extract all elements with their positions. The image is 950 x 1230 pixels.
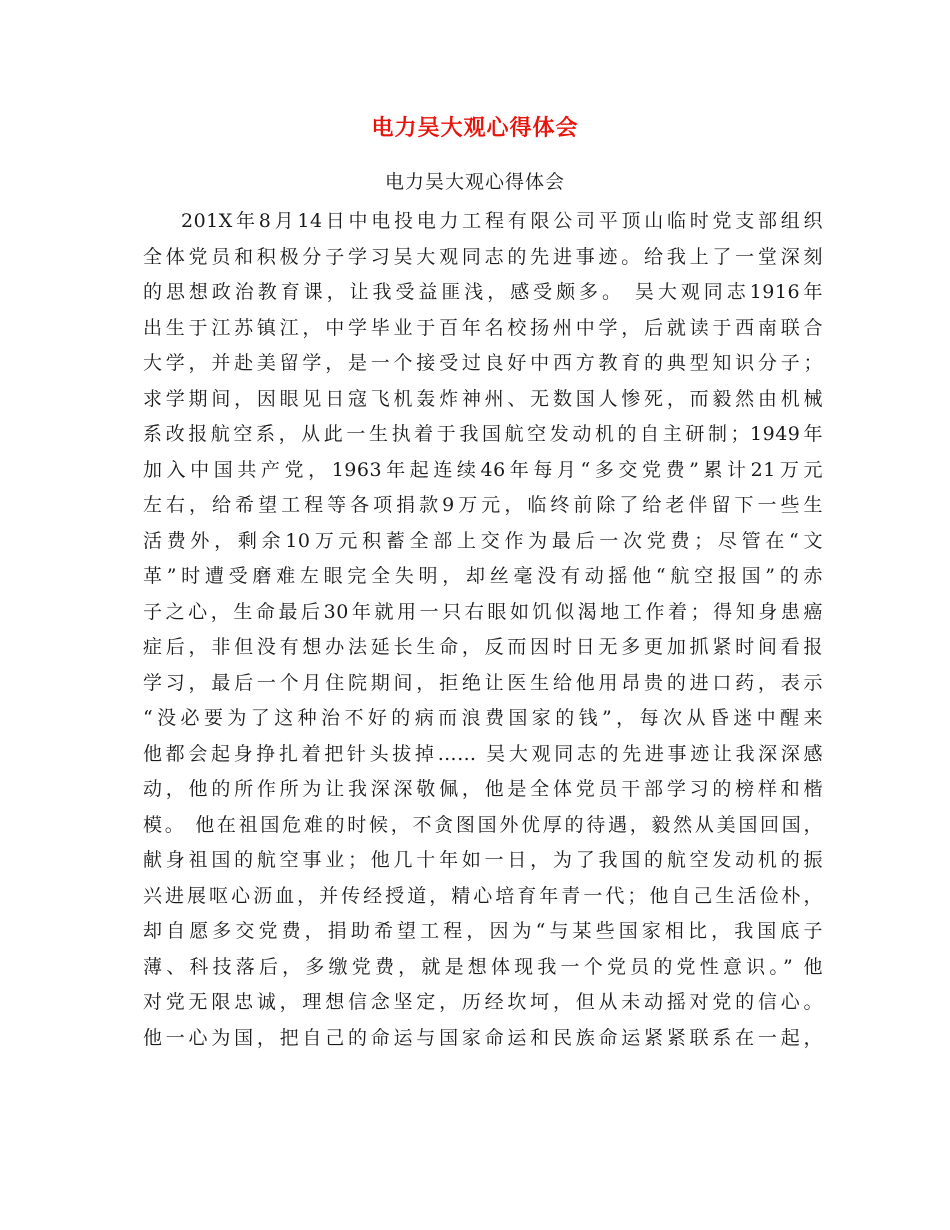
text-line: “没必要为了这种治不好的病而浪费国家的钱”，每次从昏迷中醒来 <box>143 707 823 729</box>
text-line: 薄、科技落后，多缴党费，就是想体现我一个党员的党性意识。” 他 <box>143 955 823 978</box>
text-line: 大学，并赴美留学，是一个接受过良好中西方教育的典型知识分子； <box>143 352 823 374</box>
text-line: 兴进展呕心沥血，并传经授道，精心培育年青一代；他自己生活俭朴， <box>143 884 823 907</box>
text-line: 全体党员和积极分子学习吴大观同志的先进事迹。给我上了一堂深刻 <box>143 245 823 268</box>
text-line: 他一心为国，把自己的命运与国家命运和民族命运紧紧联系在一起， <box>143 1026 823 1049</box>
text-line: 革”时遭受磨难左眼完全失明，却丝毫没有动摇他“航空报国”的赤 <box>143 565 823 587</box>
text-line: 症后，非但没有想办法延长生命，反而因时日无多更加抓紧时间看报 <box>143 636 823 658</box>
document-title: 电力吴大观心得体会 <box>371 115 579 141</box>
text-line: 加入中国共产党，1963年起连续46年每月“多交党费”累计21万元 <box>143 458 823 481</box>
body-paragraph <box>143 204 823 1056</box>
text-line: 动，他的所作所为让我深深敬佩，他是全体党员干部学习的榜样和楷 <box>143 778 823 800</box>
text-line: 子之心，生命最后30年就用一只右眼如饥似渴地工作着；得知身患癌 <box>143 600 823 623</box>
text-line: 出生于江苏镇江，中学毕业于百年名校扬州中学，后就读于西南联合 <box>143 316 823 339</box>
text-line: 的思想政治教育课，让我受益匪浅，感受颇多。 吴大观同志1916年 <box>143 281 823 303</box>
text-line: 求学期间，因眼见日寇飞机轰炸神州、无数国人惨死，而毅然由机械 <box>143 387 823 410</box>
text-line: 左右，给希望工程等各项捐款9万元，临终前除了给老伴留下一些生 <box>143 494 823 516</box>
text-line: 模。 他在祖国危难的时候，不贪图国外优厚的待遇，毅然从美国回国， <box>143 813 823 836</box>
text-line: 201X年8月14日中电投电力工程有限公司平顶山临时党支部组织 <box>181 210 823 232</box>
text-line: 对党无限忠诚，理想信念坚定，历经坎坷，但从未动摇对党的信心。 <box>143 991 823 1013</box>
document-subtitle: 电力吴大观心得体会 <box>384 171 565 193</box>
text-line: 他都会起身挣扎着把针头拔掉…… 吴大观同志的先进事迹让我深深感 <box>143 742 823 765</box>
text-line: 活费外，剩余10万元积蓄全部上交作为最后一次党费；尽管在“文 <box>143 529 823 552</box>
text-line: 学习，最后一个月住院期间，拒绝让医生给他用昂贵的进口药，表示 <box>143 671 823 694</box>
text-line: 献身祖国的航空事业；他几十年如一日，为了我国的航空发动机的振 <box>143 849 823 871</box>
text-line: 系改报航空系，从此一生执着于我国航空发动机的自主研制；1949年 <box>143 423 823 445</box>
text-line: 却自愿多交党费，捐助希望工程，因为“与某些国家相比，我国底子 <box>143 920 823 942</box>
